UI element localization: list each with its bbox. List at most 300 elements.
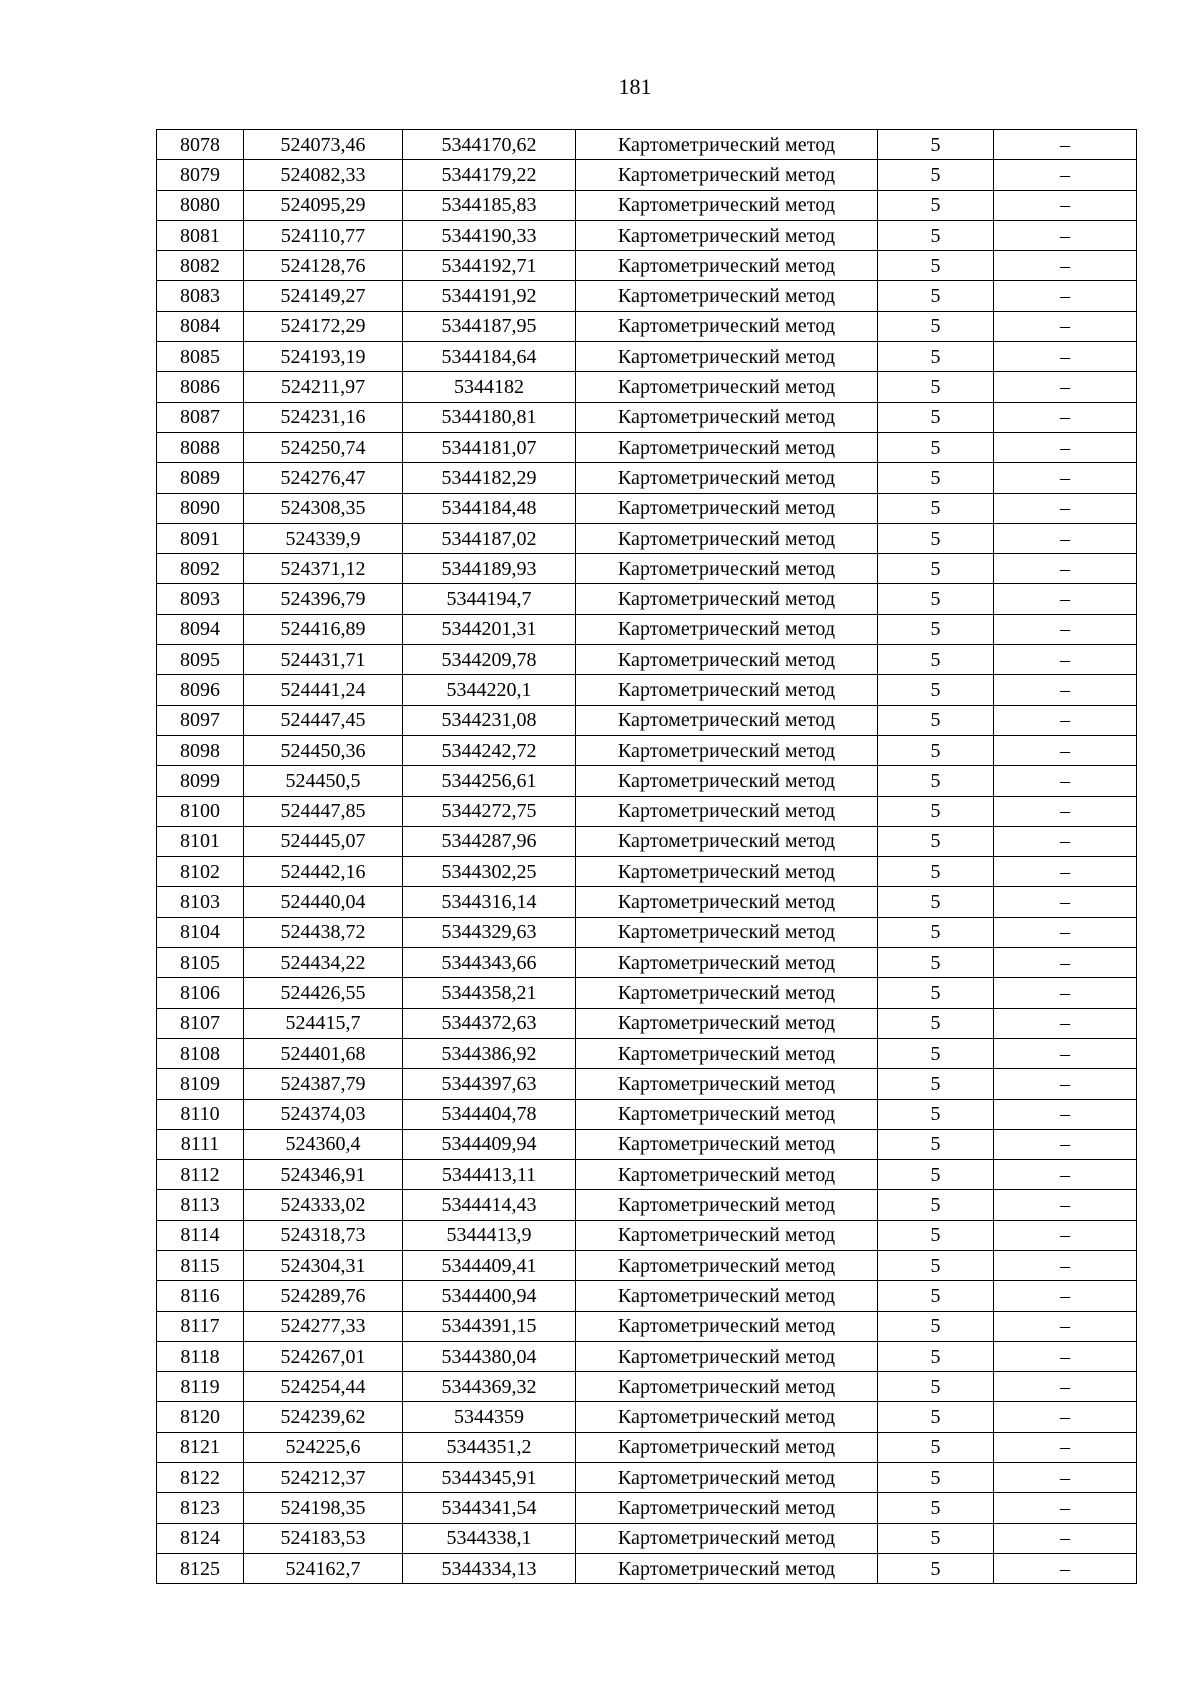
method-cell: Картометрический метод (576, 1250, 878, 1280)
table-row (157, 220, 1137, 250)
y-coordinate-cell: 5344345,91 (403, 1463, 576, 1493)
accuracy-cell: 5 (878, 705, 994, 735)
table-row (157, 614, 1137, 644)
y-coordinate-cell: 5344338,1 (403, 1523, 576, 1553)
point-number-cell: 8084 (157, 311, 244, 341)
accuracy-cell: 5 (878, 917, 994, 947)
point-number-cell: 8089 (157, 463, 244, 493)
method-cell: Картометрический метод (576, 584, 878, 614)
note-cell: – (994, 1402, 1137, 1432)
method-cell: Картометрический метод (576, 917, 878, 947)
accuracy-cell: 5 (878, 251, 994, 281)
y-coordinate-cell: 5344180,81 (403, 402, 576, 432)
point-number-cell: 8101 (157, 826, 244, 856)
accuracy-cell: 5 (878, 1190, 994, 1220)
accuracy-cell: 5 (878, 614, 994, 644)
point-number-cell: 8112 (157, 1160, 244, 1190)
note-cell: – (994, 251, 1137, 281)
method-cell: Картометрический метод (576, 1099, 878, 1129)
point-number-cell: 8105 (157, 948, 244, 978)
accuracy-cell: 5 (878, 1553, 994, 1583)
x-coordinate-cell: 524239,62 (244, 1402, 403, 1432)
x-coordinate-cell: 524162,7 (244, 1553, 403, 1583)
accuracy-cell: 5 (878, 554, 994, 584)
note-cell: – (994, 1038, 1137, 1068)
x-coordinate-cell: 524276,47 (244, 463, 403, 493)
table-row (157, 1069, 1137, 1099)
table-row (157, 1402, 1137, 1432)
y-coordinate-cell: 5344256,61 (403, 766, 576, 796)
method-cell: Картометрический метод (576, 857, 878, 887)
point-number-cell: 8122 (157, 1463, 244, 1493)
note-cell: – (994, 1341, 1137, 1371)
x-coordinate-cell: 524333,02 (244, 1190, 403, 1220)
point-number-cell: 8106 (157, 978, 244, 1008)
x-coordinate-cell: 524110,77 (244, 220, 403, 250)
accuracy-cell: 5 (878, 523, 994, 553)
method-cell: Картометрический метод (576, 523, 878, 553)
point-number-cell: 8094 (157, 614, 244, 644)
x-coordinate-cell: 524387,79 (244, 1069, 403, 1099)
point-number-cell: 8091 (157, 523, 244, 553)
method-cell: Картометрический метод (576, 1493, 878, 1523)
point-number-cell: 8087 (157, 402, 244, 432)
y-coordinate-cell: 5344242,72 (403, 735, 576, 765)
x-coordinate-cell: 524183,53 (244, 1523, 403, 1553)
note-cell: – (994, 1432, 1137, 1462)
x-coordinate-cell: 524339,9 (244, 523, 403, 553)
method-cell: Картометрический метод (576, 554, 878, 584)
note-cell: – (994, 342, 1137, 372)
method-cell: Картометрический метод (576, 251, 878, 281)
table-row (157, 584, 1137, 614)
method-cell: Картометрический метод (576, 1069, 878, 1099)
x-coordinate-cell: 524450,36 (244, 735, 403, 765)
table-row (157, 1341, 1137, 1371)
point-number-cell: 8104 (157, 917, 244, 947)
note-cell: – (994, 1250, 1137, 1280)
x-coordinate-cell: 524149,27 (244, 281, 403, 311)
y-coordinate-cell: 5344185,83 (403, 190, 576, 220)
table-row (157, 1372, 1137, 1402)
table-row (157, 948, 1137, 978)
table-row (157, 1160, 1137, 1190)
y-coordinate-cell: 5344343,66 (403, 948, 576, 978)
method-cell: Картометрический метод (576, 1281, 878, 1311)
note-cell: – (994, 614, 1137, 644)
point-number-cell: 8102 (157, 857, 244, 887)
table-row (157, 1311, 1137, 1341)
accuracy-cell: 5 (878, 1523, 994, 1553)
note-cell: – (994, 675, 1137, 705)
note-cell: – (994, 432, 1137, 462)
x-coordinate-cell: 524198,35 (244, 1493, 403, 1523)
y-coordinate-cell: 5344182,29 (403, 463, 576, 493)
point-number-cell: 8114 (157, 1220, 244, 1250)
x-coordinate-cell: 524415,7 (244, 1008, 403, 1038)
x-coordinate-cell: 524128,76 (244, 251, 403, 281)
accuracy-cell: 5 (878, 160, 994, 190)
table-row (157, 675, 1137, 705)
table-row (157, 190, 1137, 220)
accuracy-cell: 5 (878, 493, 994, 523)
method-cell: Картометрический метод (576, 1311, 878, 1341)
point-number-cell: 8118 (157, 1341, 244, 1371)
method-cell: Картометрический метод (576, 705, 878, 735)
method-cell: Картометрический метод (576, 614, 878, 644)
point-number-cell: 8079 (157, 160, 244, 190)
table-row (157, 1463, 1137, 1493)
point-number-cell: 8125 (157, 1553, 244, 1583)
method-cell: Картометрический метод (576, 493, 878, 523)
method-cell: Картометрический метод (576, 766, 878, 796)
x-coordinate-cell: 524193,19 (244, 342, 403, 372)
x-coordinate-cell: 524401,68 (244, 1038, 403, 1068)
x-coordinate-cell: 524304,31 (244, 1250, 403, 1280)
method-cell: Картометрический метод (576, 978, 878, 1008)
x-coordinate-cell: 524431,71 (244, 645, 403, 675)
note-cell: – (994, 917, 1137, 947)
y-coordinate-cell: 5344184,48 (403, 493, 576, 523)
point-number-cell: 8116 (157, 1281, 244, 1311)
y-coordinate-cell: 5344201,31 (403, 614, 576, 644)
method-cell: Картометрический метод (576, 220, 878, 250)
point-number-cell: 8080 (157, 190, 244, 220)
table-row (157, 523, 1137, 553)
method-cell: Картометрический метод (576, 1160, 878, 1190)
method-cell: Картометрический метод (576, 190, 878, 220)
accuracy-cell: 5 (878, 1493, 994, 1523)
accuracy-cell: 5 (878, 342, 994, 372)
method-cell: Картометрический метод (576, 645, 878, 675)
x-coordinate-cell: 524445,07 (244, 826, 403, 856)
accuracy-cell: 5 (878, 1008, 994, 1038)
note-cell: – (994, 1099, 1137, 1129)
y-coordinate-cell: 5344329,63 (403, 917, 576, 947)
y-coordinate-cell: 5344287,96 (403, 826, 576, 856)
x-coordinate-cell: 524416,89 (244, 614, 403, 644)
accuracy-cell: 5 (878, 1402, 994, 1432)
x-coordinate-cell: 524426,55 (244, 978, 403, 1008)
method-cell: Картометрический метод (576, 311, 878, 341)
method-cell: Картометрический метод (576, 463, 878, 493)
table-row (157, 1038, 1137, 1068)
x-coordinate-cell: 524172,29 (244, 311, 403, 341)
x-coordinate-cell: 524073,46 (244, 130, 403, 160)
y-coordinate-cell: 5344220,1 (403, 675, 576, 705)
y-coordinate-cell: 5344231,08 (403, 705, 576, 735)
point-number-cell: 8110 (157, 1099, 244, 1129)
x-coordinate-cell: 524360,4 (244, 1129, 403, 1159)
accuracy-cell: 5 (878, 1129, 994, 1159)
accuracy-cell: 5 (878, 1432, 994, 1462)
point-number-cell: 8117 (157, 1311, 244, 1341)
table-body (157, 130, 1137, 1584)
x-coordinate-cell: 524442,16 (244, 857, 403, 887)
x-coordinate-cell: 524440,04 (244, 887, 403, 917)
note-cell: – (994, 311, 1137, 341)
table-row (157, 1220, 1137, 1250)
point-number-cell: 8093 (157, 584, 244, 614)
y-coordinate-cell: 5344302,25 (403, 857, 576, 887)
note-cell: – (994, 887, 1137, 917)
point-number-cell: 8078 (157, 130, 244, 160)
table-row (157, 1553, 1137, 1583)
point-number-cell: 8108 (157, 1038, 244, 1068)
y-coordinate-cell: 5344386,92 (403, 1038, 576, 1068)
page-number: 181 (618, 74, 652, 99)
y-coordinate-cell: 5344184,64 (403, 342, 576, 372)
method-cell: Картометрический метод (576, 160, 878, 190)
method-cell: Картометрический метод (576, 342, 878, 372)
note-cell: – (994, 554, 1137, 584)
x-coordinate-cell: 524231,16 (244, 402, 403, 432)
table-row (157, 1281, 1137, 1311)
x-coordinate-cell: 524095,29 (244, 190, 403, 220)
note-cell: – (994, 493, 1137, 523)
accuracy-cell: 5 (878, 311, 994, 341)
x-coordinate-cell: 524374,03 (244, 1099, 403, 1129)
accuracy-cell: 5 (878, 463, 994, 493)
x-coordinate-cell: 524254,44 (244, 1372, 403, 1402)
y-coordinate-cell: 5344192,71 (403, 251, 576, 281)
y-coordinate-cell: 5344190,33 (403, 220, 576, 250)
note-cell: – (994, 1281, 1137, 1311)
note-cell: – (994, 645, 1137, 675)
note-cell: – (994, 463, 1137, 493)
note-cell: – (994, 1220, 1137, 1250)
method-cell: Картометрический метод (576, 675, 878, 705)
y-coordinate-cell: 5344409,41 (403, 1250, 576, 1280)
table-row (157, 493, 1137, 523)
point-number-cell: 8123 (157, 1493, 244, 1523)
table-row (157, 281, 1137, 311)
table-row (157, 402, 1137, 432)
table-row (157, 887, 1137, 917)
point-number-cell: 8121 (157, 1432, 244, 1462)
note-cell: – (994, 523, 1137, 553)
accuracy-cell: 5 (878, 130, 994, 160)
accuracy-cell: 5 (878, 1220, 994, 1250)
note-cell: – (994, 1160, 1137, 1190)
note-cell: – (994, 402, 1137, 432)
x-coordinate-cell: 524371,12 (244, 554, 403, 584)
accuracy-cell: 5 (878, 887, 994, 917)
x-coordinate-cell: 524434,22 (244, 948, 403, 978)
point-number-cell: 8097 (157, 705, 244, 735)
method-cell: Картометрический метод (576, 1129, 878, 1159)
method-cell: Картометрический метод (576, 432, 878, 462)
note-cell: – (994, 796, 1137, 826)
note-cell: – (994, 1372, 1137, 1402)
note-cell: – (994, 1129, 1137, 1159)
accuracy-cell: 5 (878, 432, 994, 462)
table-row (157, 766, 1137, 796)
point-number-cell: 8088 (157, 432, 244, 462)
table-row (157, 311, 1137, 341)
accuracy-cell: 5 (878, 826, 994, 856)
y-coordinate-cell: 5344181,07 (403, 432, 576, 462)
note-cell: – (994, 857, 1137, 887)
x-coordinate-cell: 524289,76 (244, 1281, 403, 1311)
accuracy-cell: 5 (878, 372, 994, 402)
x-coordinate-cell: 524250,74 (244, 432, 403, 462)
x-coordinate-cell: 524082,33 (244, 160, 403, 190)
method-cell: Картометрический метод (576, 735, 878, 765)
y-coordinate-cell: 5344413,11 (403, 1160, 576, 1190)
point-number-cell: 8095 (157, 645, 244, 675)
y-coordinate-cell: 5344414,43 (403, 1190, 576, 1220)
note-cell: – (994, 705, 1137, 735)
x-coordinate-cell: 524450,5 (244, 766, 403, 796)
y-coordinate-cell: 5344189,93 (403, 554, 576, 584)
x-coordinate-cell: 524212,37 (244, 1463, 403, 1493)
method-cell: Картометрический метод (576, 1553, 878, 1583)
method-cell: Картометрический метод (576, 130, 878, 160)
note-cell: – (994, 1463, 1137, 1493)
accuracy-cell: 5 (878, 978, 994, 1008)
x-coordinate-cell: 524267,01 (244, 1341, 403, 1371)
table-row (157, 1099, 1137, 1129)
y-coordinate-cell: 5344341,54 (403, 1493, 576, 1523)
point-number-cell: 8109 (157, 1069, 244, 1099)
note-cell: – (994, 160, 1137, 190)
x-coordinate-cell: 524308,35 (244, 493, 403, 523)
table-row (157, 554, 1137, 584)
accuracy-cell: 5 (878, 1160, 994, 1190)
method-cell: Картометрический метод (576, 1432, 878, 1462)
method-cell: Картометрический метод (576, 1402, 878, 1432)
y-coordinate-cell: 5344334,13 (403, 1553, 576, 1583)
y-coordinate-cell: 5344182 (403, 372, 576, 402)
table-row (157, 1493, 1137, 1523)
accuracy-cell: 5 (878, 1372, 994, 1402)
x-coordinate-cell: 524396,79 (244, 584, 403, 614)
accuracy-cell: 5 (878, 1250, 994, 1280)
y-coordinate-cell: 5344351,2 (403, 1432, 576, 1462)
note-cell: – (994, 220, 1137, 250)
x-coordinate-cell: 524447,85 (244, 796, 403, 826)
note-cell: – (994, 1311, 1137, 1341)
point-number-cell: 8119 (157, 1372, 244, 1402)
y-coordinate-cell: 5344358,21 (403, 978, 576, 1008)
y-coordinate-cell: 5344397,63 (403, 1069, 576, 1099)
method-cell: Картометрический метод (576, 887, 878, 917)
note-cell: – (994, 1190, 1137, 1220)
accuracy-cell: 5 (878, 584, 994, 614)
method-cell: Картометрический метод (576, 1190, 878, 1220)
point-number-cell: 8085 (157, 342, 244, 372)
method-cell: Картометрический метод (576, 1463, 878, 1493)
note-cell: – (994, 190, 1137, 220)
note-cell: – (994, 584, 1137, 614)
accuracy-cell: 5 (878, 1069, 994, 1099)
accuracy-cell: 5 (878, 948, 994, 978)
accuracy-cell: 5 (878, 645, 994, 675)
y-coordinate-cell: 5344179,22 (403, 160, 576, 190)
note-cell: – (994, 281, 1137, 311)
y-coordinate-cell: 5344194,7 (403, 584, 576, 614)
table-row (157, 463, 1137, 493)
accuracy-cell: 5 (878, 766, 994, 796)
point-number-cell: 8081 (157, 220, 244, 250)
note-cell: – (994, 1493, 1137, 1523)
table-row (157, 705, 1137, 735)
note-cell: – (994, 948, 1137, 978)
accuracy-cell: 5 (878, 857, 994, 887)
accuracy-cell: 5 (878, 1038, 994, 1068)
note-cell: – (994, 1553, 1137, 1583)
y-coordinate-cell: 5344191,92 (403, 281, 576, 311)
x-coordinate-cell: 524277,33 (244, 1311, 403, 1341)
point-number-cell: 8082 (157, 251, 244, 281)
method-cell: Картометрический метод (576, 372, 878, 402)
accuracy-cell: 5 (878, 281, 994, 311)
point-number-cell: 8115 (157, 1250, 244, 1280)
note-cell: – (994, 735, 1137, 765)
x-coordinate-cell: 524441,24 (244, 675, 403, 705)
table-row (157, 796, 1137, 826)
point-number-cell: 8100 (157, 796, 244, 826)
accuracy-cell: 5 (878, 735, 994, 765)
method-cell: Картометрический метод (576, 402, 878, 432)
note-cell: – (994, 130, 1137, 160)
point-number-cell: 8086 (157, 372, 244, 402)
table-row (157, 978, 1137, 1008)
point-number-cell: 8090 (157, 493, 244, 523)
y-coordinate-cell: 5344404,78 (403, 1099, 576, 1129)
note-cell: – (994, 1523, 1137, 1553)
point-number-cell: 8083 (157, 281, 244, 311)
table-row (157, 372, 1137, 402)
y-coordinate-cell: 5344400,94 (403, 1281, 576, 1311)
method-cell: Картометрический метод (576, 1341, 878, 1371)
point-number-cell: 8103 (157, 887, 244, 917)
point-number-cell: 8099 (157, 766, 244, 796)
accuracy-cell: 5 (878, 190, 994, 220)
accuracy-cell: 5 (878, 1099, 994, 1129)
accuracy-cell: 5 (878, 1311, 994, 1341)
point-number-cell: 8107 (157, 1008, 244, 1038)
table-row (157, 130, 1137, 160)
x-coordinate-cell: 524211,97 (244, 372, 403, 402)
table-row (157, 1432, 1137, 1462)
table-row (157, 432, 1137, 462)
accuracy-cell: 5 (878, 220, 994, 250)
method-cell: Картометрический метод (576, 1220, 878, 1250)
table-row (157, 160, 1137, 190)
method-cell: Картометрический метод (576, 1372, 878, 1402)
y-coordinate-cell: 5344187,02 (403, 523, 576, 553)
method-cell: Картометрический метод (576, 826, 878, 856)
x-coordinate-cell: 524438,72 (244, 917, 403, 947)
note-cell: – (994, 372, 1137, 402)
x-coordinate-cell: 524447,45 (244, 705, 403, 735)
method-cell: Картометрический метод (576, 796, 878, 826)
point-number-cell: 8096 (157, 675, 244, 705)
note-cell: – (994, 1069, 1137, 1099)
y-coordinate-cell: 5344316,14 (403, 887, 576, 917)
x-coordinate-cell: 524318,73 (244, 1220, 403, 1250)
y-coordinate-cell: 5344409,94 (403, 1129, 576, 1159)
y-coordinate-cell: 5344187,95 (403, 311, 576, 341)
y-coordinate-cell: 5344359 (403, 1402, 576, 1432)
table-row (157, 917, 1137, 947)
point-number-cell: 8124 (157, 1523, 244, 1553)
table-row (157, 857, 1137, 887)
point-number-cell: 8120 (157, 1402, 244, 1432)
table-row (157, 1523, 1137, 1553)
